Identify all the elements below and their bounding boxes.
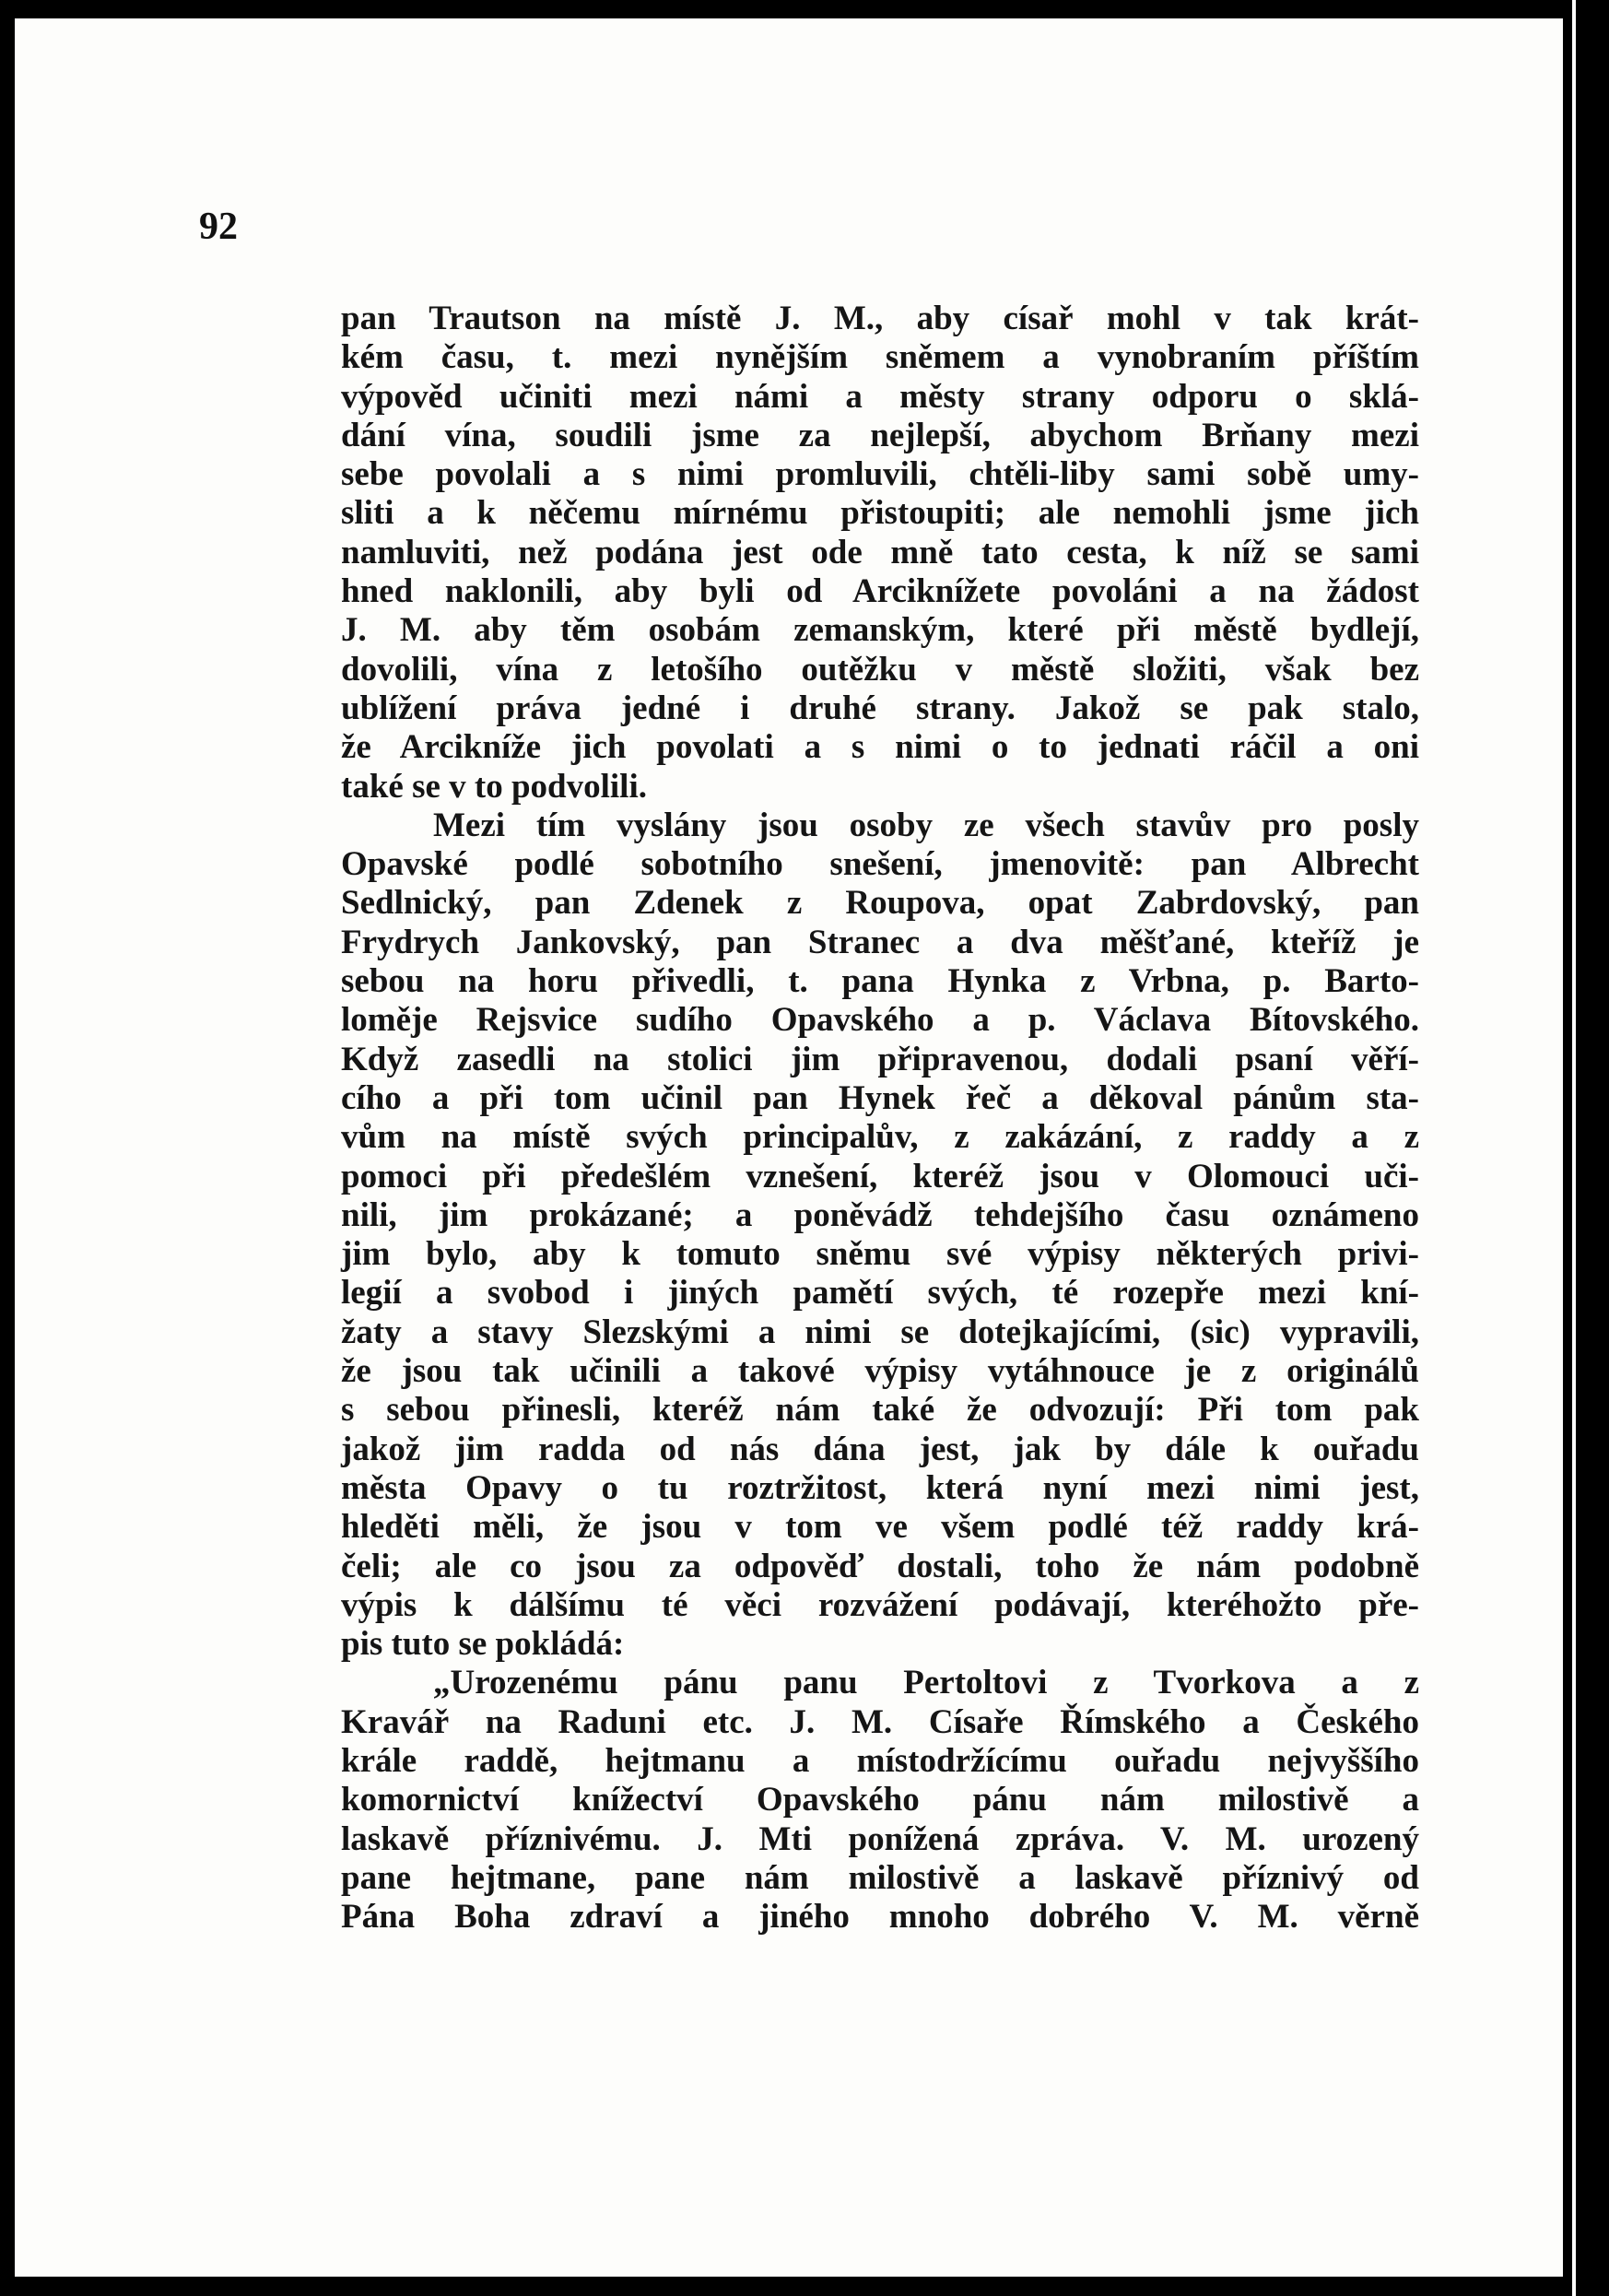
text-line: J. M. aby těm osobám zemanským, které při městě bydlejí, bbox=[341, 611, 1419, 650]
text-line: pane hejtmane, pane nám milostivě a laskavě příznivý od bbox=[341, 1858, 1419, 1897]
text-line: dovolili, vína z letošího outěžku v městě složiti, však bez bbox=[341, 650, 1419, 689]
text-line: krále raddě, hejtmanu a místodržícímu ouřadu nejvyššího bbox=[341, 1741, 1419, 1780]
book-page bbox=[15, 18, 1563, 2277]
text-line: pan Trautson na místě J. M., aby císař mohl v tak krát- bbox=[341, 300, 1419, 337]
text-line: výpověd učiniti mezi námi a městy strany odporu o sklá- bbox=[341, 377, 1419, 416]
text-line: pis tuto se pokládá: bbox=[341, 1625, 625, 1664]
text-line: hned naklonili, aby byli od Arciknížete povoláni a na žádost bbox=[341, 572, 1419, 611]
text-line: s sebou přinesli, kteréž nám také že odvozují: Při tom pak bbox=[341, 1391, 1419, 1430]
text-line: jakož jim radda od nás dána jest, jak by dále k ouřadu bbox=[341, 1430, 1419, 1468]
text-line: dání vína, soudili jsme za nejlepší, abychom Brňany mezi bbox=[341, 416, 1419, 454]
text-line: Když zasedli na stolici jim připravenou, dodali psaní věří- bbox=[341, 1040, 1419, 1078]
text-line: kém času, t. mezi nynějším sněmem a vynobraním příštím bbox=[341, 338, 1419, 377]
text-line: laskavě příznivému. J. Mti ponížená zpráva. V. M. urozený bbox=[341, 1819, 1419, 1858]
text-line: města Opavy o tu roztržitost, která nyní mezi nimi jest, bbox=[341, 1468, 1419, 1507]
page-number: 92 bbox=[199, 206, 238, 248]
text-line: pomoci při předešlém vznešení, kteréž jsou v Olomouci uči- bbox=[341, 1157, 1419, 1195]
text-line: výpis k dálšímu té věci rozvážení podávají, kteréhožto pře- bbox=[341, 1585, 1419, 1624]
text-line: jim bylo, aby k tomuto sněmu své výpisy některých privi- bbox=[341, 1235, 1419, 1274]
text-line: Frydrych Jankovský, pan Stranec a dva měšťané, kteříž je bbox=[341, 923, 1419, 961]
text-line: Opavské podlé sobotního snešení, jmenovitě: pan Albrecht bbox=[341, 845, 1419, 884]
text-line: že jsou tak učinili a takové výpisy vytáhnouce je z originálů bbox=[341, 1352, 1419, 1391]
text-line: sliti a k něčemu mírnému přistoupiti; ale nemohli jsme jich bbox=[341, 494, 1419, 533]
text-line: čeli; ale co jsou za odpověď dostali, toho že nám podobně bbox=[341, 1547, 1419, 1585]
text-line: Mezi tím vyslány jsou osoby ze všech stavův pro posly bbox=[433, 806, 1419, 844]
text-line: také se v to podvolili. bbox=[341, 767, 647, 806]
text-line: sebou na horu přivedli, t. pana Hynka z Vrbna, p. Barto- bbox=[341, 962, 1419, 1001]
text-line: loměje Rejsvice sudího Opavského a p. Václava Bítovského. bbox=[341, 1001, 1419, 1040]
page-edge-divider bbox=[1572, 0, 1576, 2296]
text-line: hleděti měli, že jsou v tom ve všem podlé též raddy krá- bbox=[341, 1508, 1419, 1547]
text-line: komornictví knížectví Opavského pánu nám milostivě a bbox=[341, 1781, 1419, 1819]
text-line: „Urozenému pánu panu Pertoltovi z Tvorkova a z bbox=[433, 1664, 1419, 1702]
text-line: žaty a stavy Slezskými a nimi se dotejkajícími, (sic) vypravili, bbox=[341, 1313, 1419, 1351]
text-line: Kravář na Raduni etc. J. M. Císaře Římského a Českého bbox=[341, 1702, 1419, 1741]
text-line: nili, jim prokázané; a poněvádž tehdejšího času oznámeno bbox=[341, 1195, 1419, 1234]
text-line: že Arcikníže jich povolati a s nimi o to jednati ráčil a oni bbox=[341, 728, 1419, 767]
text-line: Sedlnický, pan Zdenek z Roupova, opat Zabrdovský, pan bbox=[341, 884, 1419, 923]
text-line: sebe povolali a s nimi promluvili, chtěli-liby sami sobě umy- bbox=[341, 455, 1419, 494]
text-line: namluviti, než podána jest ode mně tato cesta, k níž se sami bbox=[341, 533, 1419, 571]
text-line: ublížení práva jedné i druhé strany. Jakož se pak stalo, bbox=[341, 689, 1419, 727]
text-line: cího a při tom učinil pan Hynek řeč a děkoval pánům sta- bbox=[341, 1078, 1419, 1117]
text-line: legií a svobod i jiných pamětí svých, té rozepře mezi kní- bbox=[341, 1274, 1419, 1313]
text-line: vům na místě svých principalův, z zakázání, z raddy a z bbox=[341, 1118, 1419, 1157]
text-line: Pána Boha zdraví a jiného mnoho dobrého V. M. věrně bbox=[341, 1898, 1419, 1937]
body-text bbox=[341, 300, 1419, 1937]
